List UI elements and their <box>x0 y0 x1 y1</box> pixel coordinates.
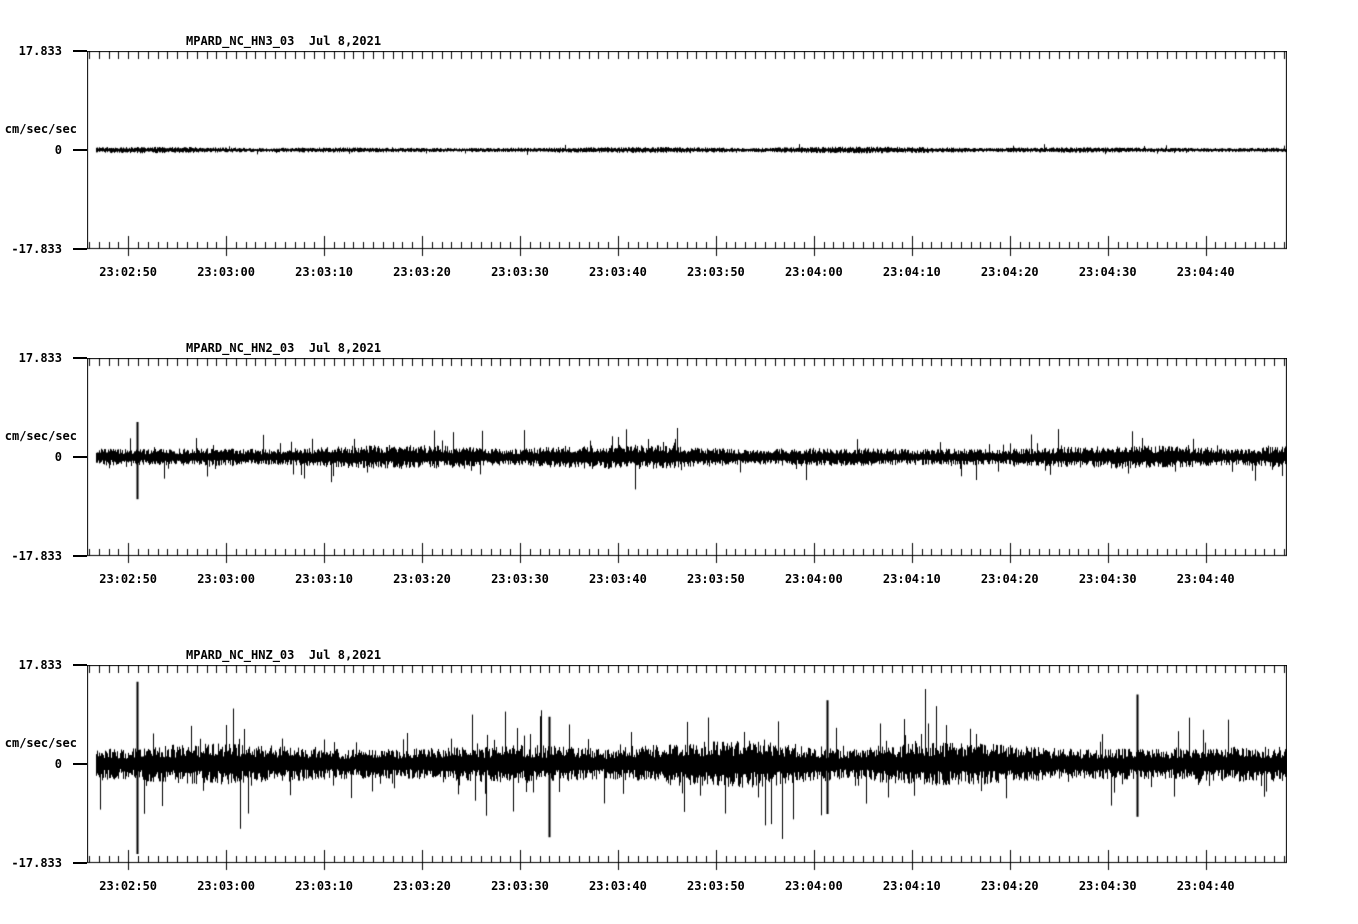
panel-title: MPARD_NC_HN2_03 Jul 8,2021 <box>186 341 382 355</box>
x-axis-label: 23:03:10 <box>295 572 353 586</box>
x-axis-labels <box>0 265 1358 279</box>
y-axis-label-min: -17.833 <box>11 549 62 563</box>
plot-area <box>87 665 1287 863</box>
y-axis-label-max: 17.833 <box>18 44 62 58</box>
seismogram-panel-hn3 <box>0 34 1358 296</box>
x-axis-label: 23:03:30 <box>491 265 549 279</box>
seismogram-panel-hnz <box>0 648 1358 910</box>
x-axis-label: 23:04:40 <box>1176 572 1235 586</box>
y-axis-unit-label: cm/sec/sec <box>4 736 77 750</box>
y-axis-label-max: 17.833 <box>18 658 62 672</box>
y-axis-tick-min <box>73 248 87 250</box>
x-axis-labels <box>0 879 1358 893</box>
y-axis-tick-max <box>73 50 87 52</box>
x-axis-label: 23:03:30 <box>491 572 549 586</box>
y-axis-label-zero: 0 <box>54 450 62 464</box>
y-axis-unit-label: cm/sec/sec <box>4 429 77 443</box>
panel-title: MPARD_NC_HN3_03 Jul 8,2021 <box>186 34 382 48</box>
x-axis-label: 23:03:50 <box>686 572 745 586</box>
x-axis-label: 23:04:00 <box>784 572 843 586</box>
x-axis-label: 23:02:50 <box>99 572 158 586</box>
x-axis-label: 23:04:10 <box>882 879 941 893</box>
y-axis-label-zero: 0 <box>54 757 62 771</box>
y-axis-unit-label: cm/sec/sec <box>4 122 77 136</box>
x-axis-label: 23:03:10 <box>295 265 353 279</box>
seismogram-panel-hn2 <box>0 341 1358 603</box>
x-axis-label: 23:03:40 <box>589 265 647 279</box>
x-axis-label: 23:03:00 <box>197 572 255 586</box>
x-axis-label: 23:03:40 <box>589 572 647 586</box>
x-axis-label: 23:03:00 <box>197 879 255 893</box>
x-axis-label: 23:04:10 <box>882 265 941 279</box>
y-axis-tick-min <box>73 555 87 557</box>
x-axis-label: 23:03:50 <box>686 879 745 893</box>
x-axis-label: 23:03:20 <box>393 572 451 586</box>
y-axis-label-min: -17.833 <box>11 856 62 870</box>
x-axis-label: 23:03:50 <box>686 265 745 279</box>
x-axis-label: 23:04:20 <box>980 879 1039 893</box>
y-axis-label-min: -17.833 <box>11 242 62 256</box>
y-axis-tick-max <box>73 357 87 359</box>
x-axis-label: 23:04:20 <box>980 572 1039 586</box>
y-axis-label-zero: 0 <box>54 143 62 157</box>
panel-title: MPARD_NC_HNZ_03 Jul 8,2021 <box>186 648 382 662</box>
x-axis-label: 23:03:10 <box>295 879 353 893</box>
y-axis-tick-zero <box>73 763 87 765</box>
y-axis-tick-zero <box>73 149 87 151</box>
x-axis-label: 23:04:00 <box>784 879 843 893</box>
x-axis-label: 23:04:40 <box>1176 265 1235 279</box>
x-axis-label: 23:04:20 <box>980 265 1039 279</box>
x-axis-label: 23:04:30 <box>1078 879 1137 893</box>
x-axis-label: 23:04:00 <box>784 265 843 279</box>
y-axis-tick-zero <box>73 456 87 458</box>
y-axis-tick-min <box>73 862 87 864</box>
waveform-canvas <box>87 51 1287 257</box>
x-axis-label: 23:04:10 <box>882 572 941 586</box>
x-axis-label: 23:03:20 <box>393 879 451 893</box>
x-axis-label: 23:04:30 <box>1078 265 1137 279</box>
plot-area <box>87 358 1287 556</box>
x-axis-label: 23:02:50 <box>99 879 158 893</box>
y-axis-tick-max <box>73 664 87 666</box>
x-axis-labels <box>0 572 1358 586</box>
x-axis-label: 23:03:40 <box>589 879 647 893</box>
x-axis-label: 23:03:00 <box>197 265 255 279</box>
x-axis-label: 23:03:20 <box>393 265 451 279</box>
waveform-canvas <box>87 665 1287 871</box>
x-axis-label: 23:04:30 <box>1078 572 1137 586</box>
plot-area <box>87 51 1287 249</box>
x-axis-label: 23:04:40 <box>1176 879 1235 893</box>
y-axis-label-max: 17.833 <box>18 351 62 365</box>
waveform-canvas <box>87 358 1287 564</box>
x-axis-label: 23:02:50 <box>99 265 158 279</box>
x-axis-label: 23:03:30 <box>491 879 549 893</box>
